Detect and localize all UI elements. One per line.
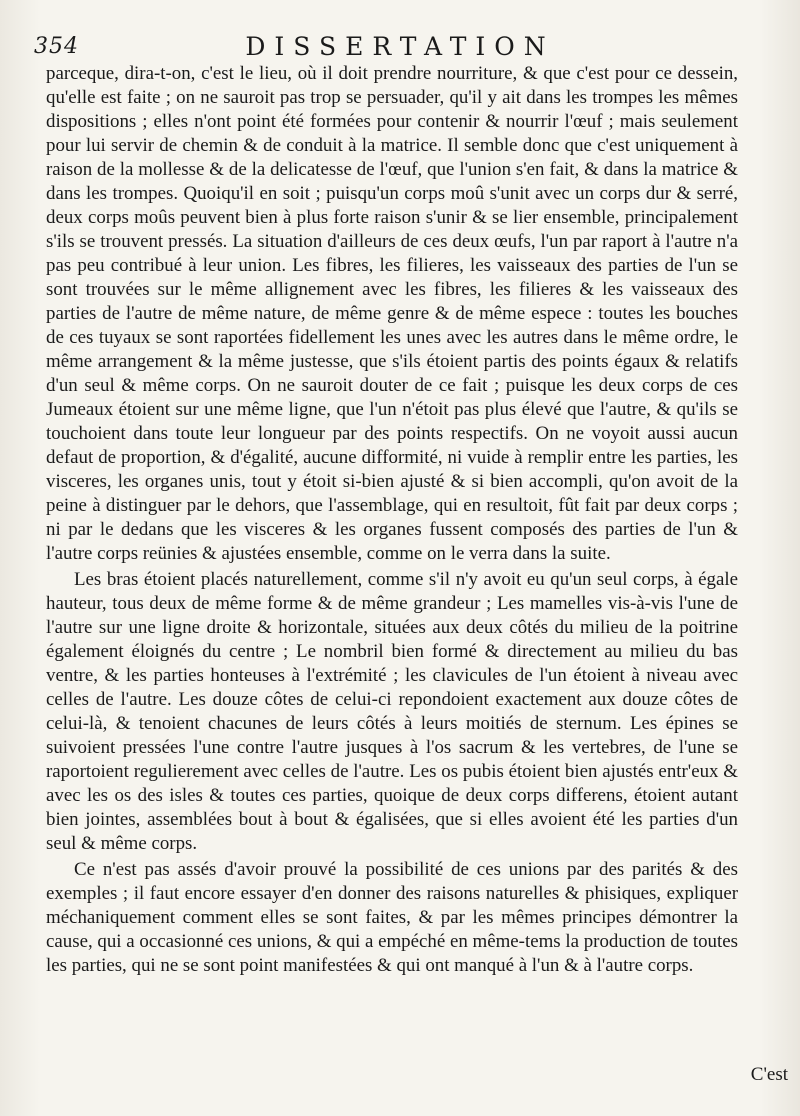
running-title: DISSERTATION xyxy=(245,32,555,61)
paragraph: Ce n'est pas assés d'avoir prouvé la possibilité de ces unions par des parités & des exemples ; il faut encore essayer d'en donner des raisons naturelles & phisiques, expliquer méchaniquement comment elles se sont faites, & par les mêmes principes démontrer la cause, qui a occasionné ces unions, & qui a empéché en même-tems la production de toutes les parties, qui ne se sont point manifestées & qui ont manqué à l'un & à l'autre corps. xyxy=(46,859,738,976)
page-number: 354 xyxy=(34,34,79,59)
catchword: C'est xyxy=(750,1064,788,1085)
body-text xyxy=(46,62,738,978)
page-header xyxy=(30,30,770,64)
paragraph: Les bras étoient placés naturellement, comme s'il n'y avoit eu qu'un seul corps, à égale hauteur, tous deux de même forme & de même grandeur ; Les mamelles vis-à-vis l'une de l'autre sur une ligne droite & horizontale, situées aux deux côtés du milieu de la poitrine également éloignés du centre ; Le nombril bien formé & directement au milieu du bas ventre, & les parties honteuses à l'extrémité ; les clavicules de l'un étoient à niveau avec celles de l'autre. Les douze côtes de celui-ci repondoient exactement aux douze côtes de celui-là, & tenoient chacunes de leurs côtés à leurs moitiés de sternum. Les épines se suivoient pressées l'une contre l'autre jusques à l'os sacrum & les vertebres, de l'une se raportoient regulierement avec celles de l'autre. Les os pubis étoient bien ajustés entr'eux & avec les os des isles & toutes ces parties, quoique de deux corps differens, étoient autant bien jointes, assemblées bout à bout & égalisées, que si elles avoient été les parties d'un seul & même corps. xyxy=(46,569,738,854)
paragraph: parceque, dira-t-on, c'est le lieu, où il doit prendre nourriture, & que c'est pour ce dessein, qu'elle est faite ; on ne sauroit pas trop se persuader, qu'il y ait dans les trompes les mêmes dispositions ; elles n'ont point été formées pour contenir & nourrir l'œuf ; mais seulement pour lui servir de chemin & de conduit à la matrice. Il semble donc que c'est uniquement à raison de la mollesse & de la delicatesse de l'œuf, que l'union s'en fait, & dans la matrice & dans les trompes. Quoiqu'il en soit ; puisqu'un corps moû s'unit avec un corps dur & serré, deux corps moûs peuvent bien à plus forte raison s'unir & se lier ensemble, principalement s'ils se trouvent pressés. La situation d'ailleurs de ces deux œufs, l'un par raport à l'autre n'a pas peu contribué à leur union. Les fibres, les filieres, les vaisseaux des parties de l'un se sont trouvées sur le même allignement avec les fibres, les filieres & les vaisseaux des parties de l'autre de même nature, de même genre & de même espece : toutes les bouches de ces tuyaux se sont raportées fidellement les unes avec les autres dans le même ordre, le même arrangement & la même justesse, que s'ils étoient partis des points égaux & relatifs d'un seul & même corps. On ne sauroit douter de ce fait ; puisque les deux corps de ces Jumeaux étoient sur une même ligne, que l'un n'étoit pas plus élevé que l'autre, & qu'ils se touchoient dans toute leur longueur par des points respectifs. On ne voyoit aussi aucun defaut de proportion, & d'égalité, aucune difformité, ni vuide à remplir entre les parties, les visceres, les organes unis, tout y étoit si-bien ajusté & si bien accompli, qu'on avoit de la peine à distinguer par le dehors, que l'assemblage, qui en resultoit, fût fait par deux corps ; ni par le dedans que les visceres & les organes fussent composés des parties de l'un & l'autre corps reünies & ajustées ensemble, comme on le verra dans la suite. xyxy=(46,63,738,564)
